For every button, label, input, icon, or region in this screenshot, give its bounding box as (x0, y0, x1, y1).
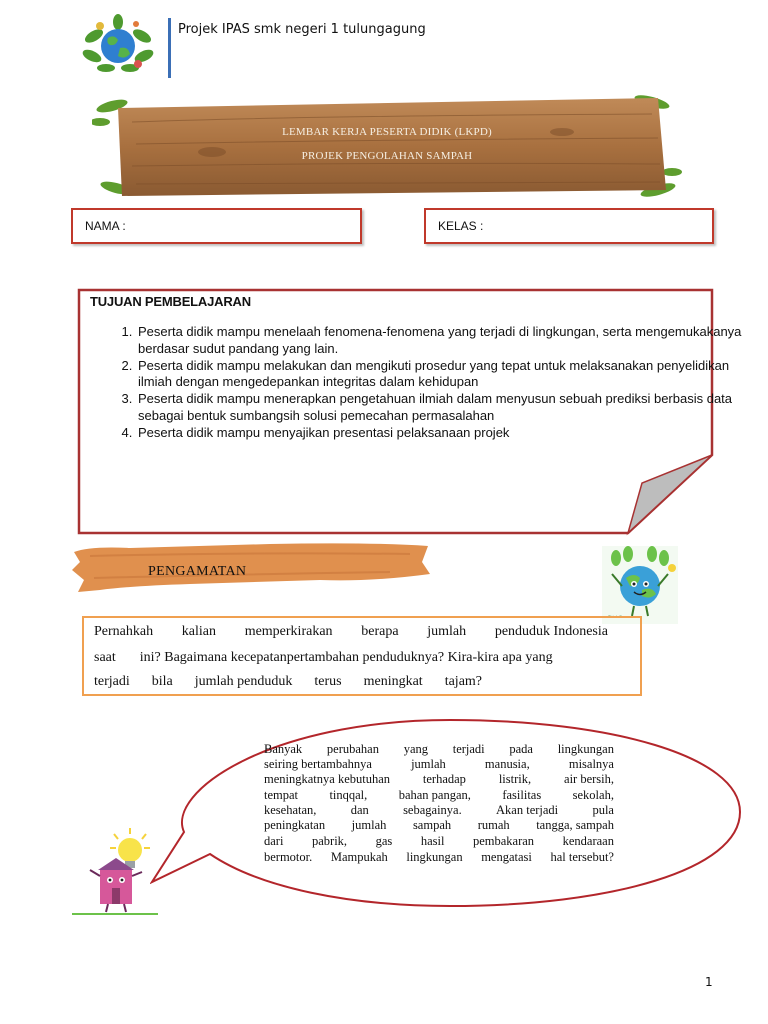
word: tempat (264, 788, 299, 802)
earth-mascot-icon (602, 546, 678, 624)
word: misalnya (568, 757, 614, 771)
list-item: 1. Peserta didik mampu menelaah fenomena-fenomena yang terjadi di lingkungan, serta mengemukakanya berdasar sudut pandang yang lain. (136, 324, 756, 358)
mascot-badge: Think Green (608, 614, 631, 619)
kelas-label: KELAS : (438, 219, 484, 233)
word: bahan pangan, (398, 788, 471, 802)
question-line (94, 650, 608, 666)
header-divider (168, 18, 171, 78)
bubble-line (264, 757, 614, 772)
word: hal tersebut? (550, 850, 614, 864)
banner-subtitle: PROJEK PENGOLAHAN SAMPAH (301, 150, 473, 162)
word: mengatasi (481, 850, 532, 864)
word: terus (314, 674, 342, 689)
bubble-line (264, 834, 614, 849)
word: dan (350, 803, 369, 817)
word: terhadap (422, 772, 466, 786)
earth-mascot-drawing (602, 546, 678, 624)
word: hasil (420, 834, 445, 848)
list-item: 3. Peserta didik mampu menerapkan pengetahuan ilmiah dalam menyusun sebuah prediksi berbasis data sebagai bentuk sumbangsih solusi pemecahan permasalahan (136, 391, 756, 425)
bubble-line (264, 772, 614, 787)
word: pembakaran (472, 834, 535, 848)
word: kendaraan (562, 834, 614, 848)
word: lingkungan (557, 742, 614, 756)
word: perubahan (326, 742, 379, 756)
word: bermotor. (264, 850, 313, 864)
nama-label: NAMA : (85, 219, 126, 233)
word: dari (264, 834, 284, 848)
word: manusia, (484, 757, 530, 771)
question-box (82, 616, 642, 696)
pengamatan-label: PENGAMATAN (148, 564, 247, 579)
list-item: 2. Peserta didik mampu melakukan dan mengikuti prosedur yang tepat untuk melaksanakan penyelidikan ilmiah dengan mengedepankan integritas dalam kehidupan (136, 358, 756, 392)
word: Banyak (264, 742, 303, 756)
word: air bersih, (564, 772, 614, 786)
word: pabrik, (311, 834, 348, 848)
header-text: Projek IPAS smk negeri 1 tulungagung (178, 22, 426, 37)
word: sampah (412, 818, 452, 832)
bubble-line (264, 788, 614, 803)
word: yang (403, 742, 428, 756)
question-line (94, 624, 608, 640)
bubble-line (264, 803, 614, 818)
house-lightbulb-mascot-icon (72, 826, 160, 916)
globe-leaves-logo-icon (80, 14, 156, 76)
word: jumlah (411, 757, 446, 771)
word: tajam? (444, 674, 483, 689)
banner-title: LEMBAR KERJA PESERTA DIDIK (LKPD) (282, 126, 492, 138)
word: ini? Bagaimana kecepatanpertambahan penduduknya? Kira-kira apa yang (139, 650, 553, 665)
bubble-line (264, 742, 614, 757)
word: sekolah, (572, 788, 614, 802)
bubble-line (264, 850, 614, 865)
word: jumlah (351, 818, 387, 832)
word: meningkat (363, 674, 423, 689)
word: listrik, (498, 772, 532, 786)
word: saat (94, 650, 116, 665)
word: kalian (181, 624, 216, 639)
word: memperkirakan (244, 624, 333, 639)
word: seiring bertambahnya (264, 757, 372, 771)
wooden-banner (92, 92, 682, 202)
word: rumah (477, 818, 510, 832)
word: pada (509, 742, 533, 756)
nama-field[interactable] (71, 208, 362, 244)
word: peningkatan (264, 818, 326, 832)
word: jumlah penduduk (194, 674, 293, 689)
word: tangga, sampah (536, 818, 614, 832)
word: terjadi (452, 742, 485, 756)
bubble-line (264, 818, 614, 833)
word: sebagainya. (403, 803, 462, 817)
brush-stroke-banner-icon (70, 540, 432, 596)
word: terjadi (94, 674, 130, 689)
word: kesehatan, (264, 803, 317, 817)
tujuan-list (92, 324, 756, 442)
word: penduduk Indonesia (494, 624, 608, 639)
tujuan-title: TUJUAN PEMBELAJARAN (90, 294, 251, 309)
wood-plank-icon (92, 92, 682, 202)
word: Akan terjadi (496, 803, 559, 817)
word: fasilitas (502, 788, 542, 802)
list-item: 4. Peserta didik mampu menyajikan presentasi pelaksanaan projek (136, 425, 756, 442)
page-number: 1 (705, 975, 713, 989)
word: Mampukah (330, 850, 388, 864)
word: tinqqal, (329, 788, 368, 802)
word: jumlah (427, 624, 467, 639)
word: berapa (361, 624, 399, 639)
word: bila (151, 674, 173, 689)
word: lingkungan (406, 850, 463, 864)
word: Pernahkah (94, 624, 154, 639)
word: meningkatnya kebutuhan (264, 772, 391, 786)
question-line (94, 674, 608, 690)
word: pula (592, 803, 614, 817)
word: gas (375, 834, 393, 848)
kelas-field[interactable] (424, 208, 714, 244)
